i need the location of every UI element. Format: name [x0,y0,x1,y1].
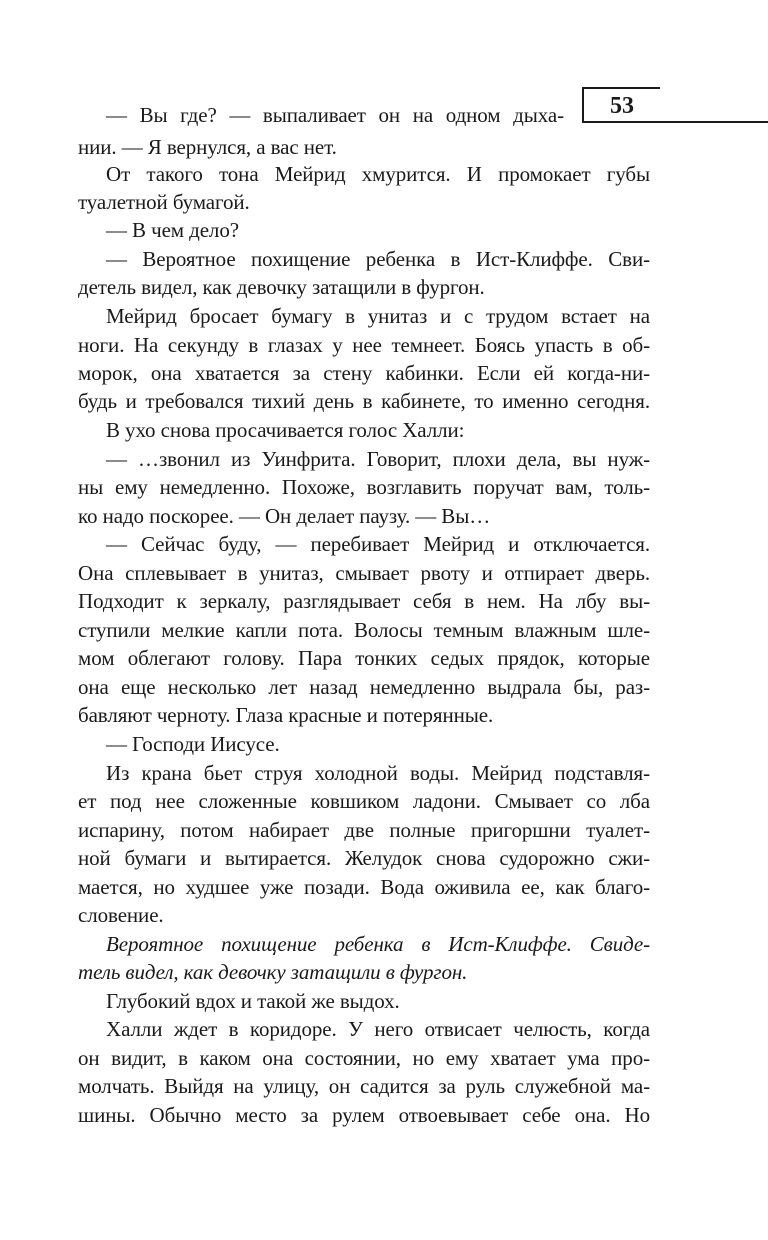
text-line: Глубокий вдох и такой же выдох. [106,989,400,1013]
text-line: испарину, потом набирает две полные пригоршни туалет- [78,818,650,842]
text-line: будь и требовался тихий день в кабинете, то именно сегодня. [78,389,650,413]
text-line: она еще несколько лет назад немедленно выдрала бы, раз- [78,675,650,699]
text-line: морок, она хватается за стену кабинки. Если ей когда-ни- [78,361,650,385]
text-line: Халли ждет в коридоре. У него отвисает челюсть, когда [106,1017,650,1041]
text-line: В ухо снова просачивается голос Халли: [106,418,465,442]
text-line: — …звонил из Уинфрита. Говорит, плохи дела, вы нуж- [106,447,650,471]
text-line: — Сейчас буду, — перебивает Мейрид и отключается. [106,532,650,556]
text-line: мом облегают голову. Пара тонких седых прядок, которые [78,646,650,670]
text-line: нии. — Я вернулся, а вас нет. [78,135,337,159]
text-line: туалетной бумагой. [78,190,250,214]
text-line: Она сплевывает в унитаз, смывает рвоту и отпирает дверь. [78,561,650,585]
text-line: ко надо поскорее. — Он делает паузу. — Вы… [78,504,491,528]
text-line: Подходит к зеркалу, разглядывает себя в нем. На лбу вы- [78,589,650,613]
text-line: ет под нее сложенные ковшиком ладони. Смывает со лба [78,789,650,813]
text-line: — Вы где? — выпаливает он на одном дыха- [106,103,564,127]
text-line: — Вероятное похищение ребенка в Ист-Клиффе. Сви- [106,247,650,271]
text-line: ступили мелкие капли пота. Волосы темным влажным шле- [78,618,650,642]
text-line: бавляют черноту. Глаза красные и потерянные. [78,703,494,727]
text-line: — В чем дело? [106,218,239,242]
text-line: Из крана бьет струя холодной воды. Мейрид подставля- [106,761,650,785]
text-line: молчать. Выйдя на улицу, он садится за руль служебной ма- [78,1074,650,1098]
text-line: шины. Обычно место за рулем отвоевывает себе она. Но [78,1103,650,1127]
text-line: Мейрид бросает бумагу в унитаз и с трудом встает на [106,304,650,328]
italic-text-line: Вероятное похищение ребенка в Ист-Клиффе. Свиде- [106,932,650,956]
italic-text-line: тель видел, как девочку затащили в фургон. [78,960,468,984]
text-line: ной бумаги и вытирается. Желудок снова судорожно сжи- [78,846,650,870]
text-line: ноги. На секунду в глазах у нее темнеет. Боясь упасть в об- [78,333,650,357]
text-line: От такого тона Мейрид хмурится. И промокает губы [106,162,650,186]
text-line: словение. [78,903,164,927]
text-line: он видит, в каком она состоянии, но ему хватает ума про- [78,1046,650,1070]
text-line: детель видел, как девочку затащили в фургон. [78,275,485,299]
text-line: ны ему немедленно. Похоже, возглавить поручат вам, толь- [78,475,650,499]
page-number: 53 [610,93,634,119]
text-line: мается, но худшее уже позади. Вода оживила ее, как благо- [78,875,650,899]
text-line: — Господи Иисусе. [106,732,280,756]
